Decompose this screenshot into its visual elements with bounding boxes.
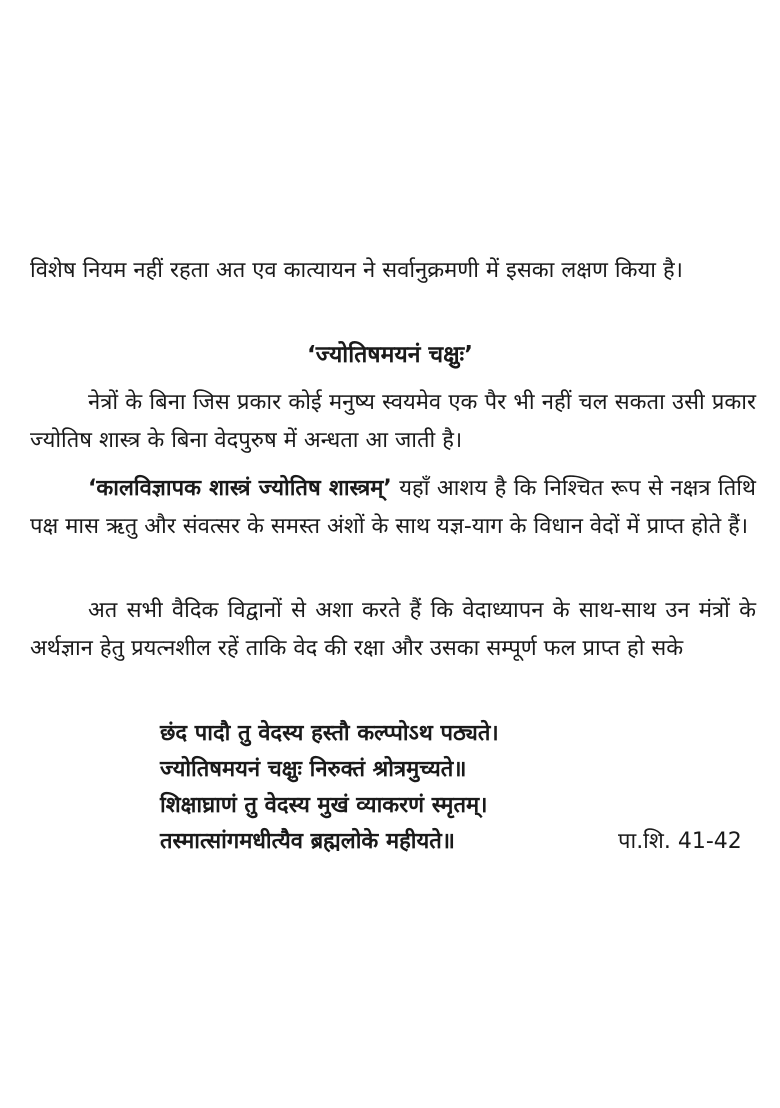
paragraph-2: नेत्रों के बिना जिस प्रकार कोई मनुष्य स्वयमेव एक पैर भी नहीं चल सकता उसी प्रकार ज्योतिष शास्त्र के बिना वेदपुरुष में अन्धता आ जाती है। — [30, 390, 756, 453]
paragraph-3 — [30, 470, 756, 546]
paragraph-3-lead: ‘कालविज्ञापक शास्त्रं ज्योतिष शास्त्रम्’ — [88, 476, 392, 501]
verse-block — [160, 716, 760, 860]
paragraph-3-rest: यहाँ आशय है कि निश्चित रूप से नक्षत्र तिथि पक्ष मास ऋतु और संवत्सर के समस्त अंशों के साथ यज्ञ-याग के विधान वेदों में प्राप्त होते हैं। — [30, 476, 756, 539]
verse-line-3: शिक्षाघ्राणं तु वेदस्य मुखं व्याकरणं स्मृतम्। — [160, 793, 488, 818]
verse-line-4: तस्मात्सांगमधीत्यैव ब्रह्मलोके महीयते॥ — [160, 829, 455, 854]
verse-line-4-wrapper — [160, 824, 760, 860]
section-heading: ‘ज्योतिषमयनं चक्षुः’ — [307, 342, 473, 368]
verse-line-1: छंद पादौ तु वेदस्य हस्तौ कल्प्पोऽथ पठ्यते। — [160, 721, 499, 746]
verse-line-2: ज्योतिषमयनं चक्षुः निरुक्तं श्रोत्रमुच्यते॥ — [160, 757, 467, 782]
paragraph-1: विशेष नियम नहीं रहता अत एव कात्यायन ने सर्वानुक्रमणी में इसका लक्षण किया है। — [30, 258, 683, 283]
verse-citation: पा.शि. 41-42 — [618, 829, 742, 854]
paragraph-4: अत सभी वैदिक विद्वानों से अशा करते हैं कि वेदाध्यापन के साथ-साथ उन मंत्रों के अर्थज्ञान हेतु प्रयत्नशील रहें ताकि वेद की रक्षा और उसका सम्पूर्ण फल प्राप्त हो सके — [30, 598, 756, 661]
